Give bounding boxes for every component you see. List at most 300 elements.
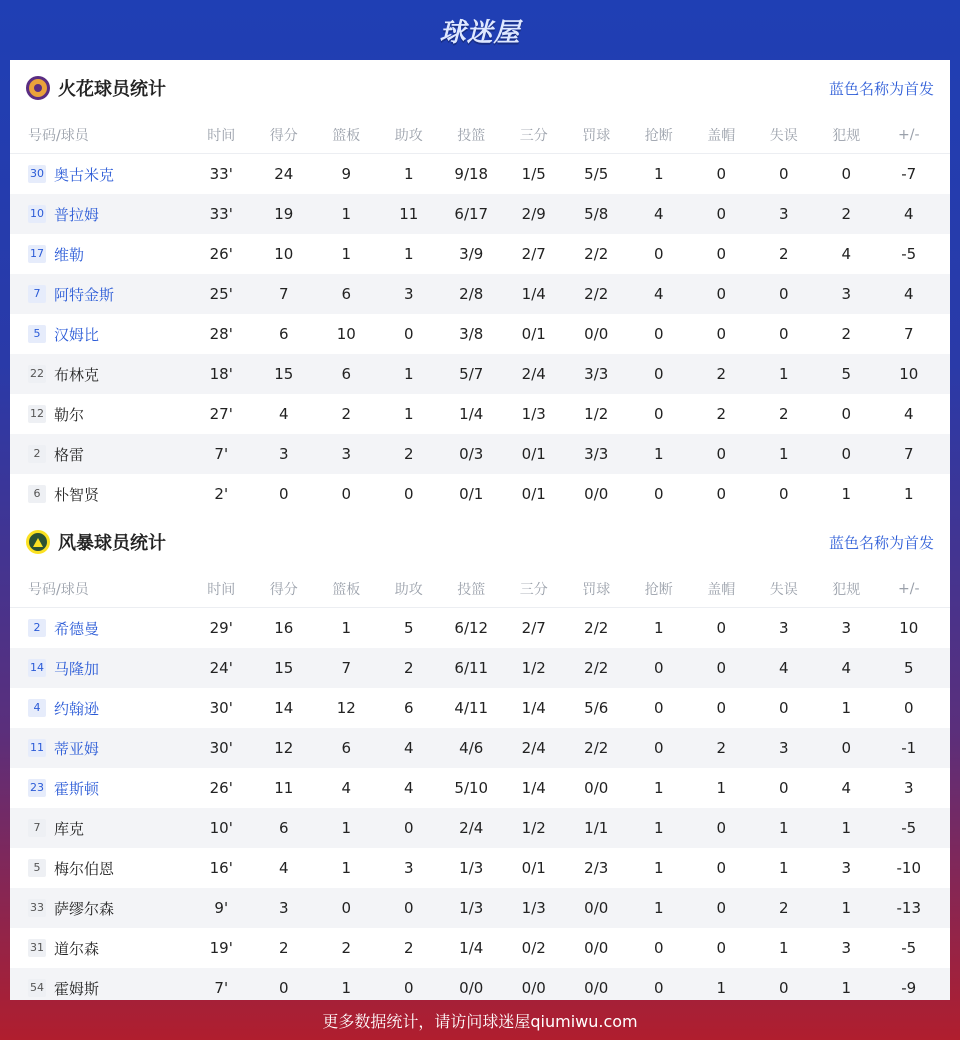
stat-cell: 0 xyxy=(778,325,789,343)
stat-cell: 0 xyxy=(341,485,352,503)
stat-cell: 4 xyxy=(653,285,664,303)
stat-cell: 0 xyxy=(403,899,414,917)
player-name[interactable]: 布林克 xyxy=(54,365,100,384)
stat-cell: 3 xyxy=(778,205,789,223)
stat-cell: 6 xyxy=(341,365,352,383)
player-cell[interactable] xyxy=(10,938,190,959)
stat-cell: 26' xyxy=(209,779,233,797)
stat-cell: 0 xyxy=(653,699,664,717)
stat-cell: 9 xyxy=(341,165,352,183)
stat-cell: 2/2 xyxy=(584,739,609,757)
stat-cell: 2 xyxy=(716,365,727,383)
stat-cell: 0 xyxy=(341,899,352,917)
stat-cell: 3 xyxy=(278,445,289,463)
stat-cell: 1/2 xyxy=(521,659,546,677)
jersey-number: 2 xyxy=(28,619,46,637)
stat-cell: 12 xyxy=(336,699,356,717)
section-title-group xyxy=(26,529,166,555)
stat-cell: 2 xyxy=(778,899,789,917)
stat-cell: 1/4 xyxy=(521,779,546,797)
stat-cell: 2 xyxy=(716,739,727,757)
stat-cell: 29' xyxy=(209,619,233,637)
player-name[interactable]: 库克 xyxy=(54,819,85,838)
player-cell[interactable] xyxy=(10,244,190,265)
table-row xyxy=(10,434,950,474)
section-title: 火花球员统计 xyxy=(58,79,166,100)
stat-cell: 3 xyxy=(778,739,789,757)
stat-cell: 0 xyxy=(653,739,664,757)
table-row xyxy=(10,968,950,1000)
stat-cell: 16' xyxy=(209,859,233,877)
stat-cell: 1 xyxy=(841,899,852,917)
player-cell[interactable] xyxy=(10,204,190,225)
stat-cell: 1/5 xyxy=(521,165,546,183)
stat-cell: 1 xyxy=(341,619,352,637)
stat-cell: 1 xyxy=(403,165,414,183)
table-row xyxy=(10,888,950,928)
stat-cell: -9 xyxy=(901,979,917,997)
stat-cell: 1/4 xyxy=(521,285,546,303)
stat-cell: 0/2 xyxy=(521,939,546,957)
stat-cell: 1 xyxy=(341,245,352,263)
column-header: 投篮 xyxy=(457,581,486,598)
column-header: 犯规 xyxy=(832,581,861,598)
stat-cell: 0/1 xyxy=(521,325,546,343)
stat-cell: 14 xyxy=(274,699,294,717)
stat-cell: 0 xyxy=(278,485,289,503)
player-name[interactable]: 马隆加 xyxy=(54,659,100,678)
footer-banner[interactable]: 更多数据统计，请访问球迷屋qiumiwu.com xyxy=(322,1011,638,1031)
table-row xyxy=(10,848,950,888)
stat-cell: 0 xyxy=(841,445,852,463)
stat-cell: 1 xyxy=(403,405,414,423)
column-header: 得分 xyxy=(269,127,298,144)
jersey-number: 5 xyxy=(28,325,46,343)
stat-cell: 0/0 xyxy=(584,939,609,957)
stat-cell: 0/1 xyxy=(521,485,546,503)
column-header: 犯规 xyxy=(832,127,861,144)
stat-cell: 0/1 xyxy=(459,485,484,503)
stat-cell: 0 xyxy=(716,205,727,223)
stat-cell: 3 xyxy=(841,939,852,957)
player-cell[interactable] xyxy=(10,858,190,879)
jersey-number: 7 xyxy=(28,819,46,837)
team-sections xyxy=(10,60,950,1000)
player-name[interactable]: 格雷 xyxy=(54,445,85,464)
stat-cell: 1 xyxy=(653,445,664,463)
column-header: 篮板 xyxy=(332,581,361,598)
stat-cell: 4 xyxy=(341,779,352,797)
stat-cell: 2/2 xyxy=(584,619,609,637)
stat-cell: 0 xyxy=(653,485,664,503)
stat-cell: 10 xyxy=(899,619,919,637)
stat-cell: 0 xyxy=(903,699,914,717)
player-name[interactable]: 维勒 xyxy=(54,245,85,264)
player-name[interactable]: 勒尔 xyxy=(54,405,85,424)
stat-cell: 6 xyxy=(341,739,352,757)
stat-cell: 3/8 xyxy=(459,325,484,343)
table-row xyxy=(10,688,950,728)
player-name[interactable]: 奥古米克 xyxy=(54,165,115,184)
player-cell[interactable] xyxy=(10,444,190,465)
team-logo-icon xyxy=(26,530,50,554)
stat-cell: 11 xyxy=(274,779,294,797)
player-cell[interactable] xyxy=(10,738,190,759)
stat-cell: 3 xyxy=(403,859,414,877)
player-cell[interactable] xyxy=(10,618,190,639)
stat-cell: 1 xyxy=(778,819,789,837)
stat-cell: 1/3 xyxy=(521,405,546,423)
stat-cell: -5 xyxy=(901,939,917,957)
stat-cell: 0 xyxy=(278,979,289,997)
stat-cell: 0 xyxy=(716,165,727,183)
stat-cell: 2 xyxy=(841,325,852,343)
stat-cell: 30' xyxy=(209,699,233,717)
table-row xyxy=(10,608,950,648)
stat-cell: 1/3 xyxy=(521,899,546,917)
stat-cell: 0 xyxy=(653,245,664,263)
stat-cell: 1 xyxy=(716,979,727,997)
stat-cell: 0 xyxy=(653,365,664,383)
column-header: 三分 xyxy=(519,127,548,144)
stat-cell: 6 xyxy=(278,819,289,837)
jersey-number: 33 xyxy=(28,899,46,917)
stat-cell: 0 xyxy=(653,939,664,957)
stat-cell: 19 xyxy=(274,205,294,223)
stat-cell: 0/0 xyxy=(584,325,609,343)
stat-cell: 2 xyxy=(841,205,852,223)
section-title-group xyxy=(26,75,166,101)
stat-cell: 1 xyxy=(653,819,664,837)
stat-cell: 0 xyxy=(653,405,664,423)
stat-cell: 1 xyxy=(653,899,664,917)
jersey-number: 11 xyxy=(28,739,46,757)
stat-cell: 4 xyxy=(778,659,789,677)
stat-cell: 0/0 xyxy=(584,485,609,503)
stat-cell: 0 xyxy=(778,699,789,717)
stat-cell: 3 xyxy=(903,779,914,797)
team-section xyxy=(10,514,950,1000)
stat-cell: 0 xyxy=(716,285,727,303)
stat-cell: 0 xyxy=(716,899,727,917)
stat-cell: 4 xyxy=(903,205,914,223)
stat-cell: 1 xyxy=(841,979,852,997)
stat-cell: 2 xyxy=(341,939,352,957)
stat-cell: 2 xyxy=(778,245,789,263)
stat-cell: 1/3 xyxy=(459,899,484,917)
jersey-number: 31 xyxy=(28,939,46,957)
stat-cell: 1 xyxy=(653,779,664,797)
stat-cell: 0 xyxy=(716,485,727,503)
column-header: 投篮 xyxy=(457,127,486,144)
table-header xyxy=(10,116,950,154)
stat-cell: 5 xyxy=(403,619,414,637)
player-name[interactable]: 道尔森 xyxy=(54,939,100,958)
column-header: 抢断 xyxy=(644,581,673,598)
stat-cell: 0/0 xyxy=(584,899,609,917)
player-cell[interactable] xyxy=(10,898,190,919)
stat-cell: 3 xyxy=(278,899,289,917)
jersey-number: 5 xyxy=(28,859,46,877)
stat-cell: 1 xyxy=(841,819,852,837)
player-cell[interactable] xyxy=(10,324,190,345)
player-cell[interactable] xyxy=(10,164,190,185)
stat-cell: 0 xyxy=(653,325,664,343)
stat-cell: 3/3 xyxy=(584,365,609,383)
stat-cell: 2 xyxy=(403,659,414,677)
stat-cell: 5/8 xyxy=(584,205,609,223)
table-row xyxy=(10,394,950,434)
stat-cell: 3 xyxy=(341,445,352,463)
stat-cell: -7 xyxy=(901,165,917,183)
stat-cell: 2 xyxy=(403,939,414,957)
player-name[interactable]: 霍斯顿 xyxy=(54,779,100,798)
stat-cell: 1/1 xyxy=(584,819,609,837)
player-name[interactable]: 霍姆斯 xyxy=(54,979,100,998)
stat-cell: 2 xyxy=(778,405,789,423)
table-row xyxy=(10,728,950,768)
jersey-number: 54 xyxy=(28,979,46,997)
column-header: 篮板 xyxy=(332,127,361,144)
player-name[interactable]: 汉姆比 xyxy=(54,325,100,344)
player-name[interactable]: 约翰逊 xyxy=(54,699,100,718)
stat-cell: 4 xyxy=(403,739,414,757)
stat-cell: 2/2 xyxy=(584,659,609,677)
stat-cell: 4 xyxy=(653,205,664,223)
stat-cell: -5 xyxy=(901,819,917,837)
stat-cell: 0 xyxy=(716,939,727,957)
table-row xyxy=(10,154,950,194)
column-header: 号码/球员 xyxy=(28,581,89,598)
stat-cell: 5/5 xyxy=(584,165,609,183)
stat-cell: 4 xyxy=(403,779,414,797)
stat-cell: 3/3 xyxy=(584,445,609,463)
player-name[interactable]: 萨缪尔森 xyxy=(54,899,115,918)
stat-cell: 19' xyxy=(209,939,233,957)
player-name[interactable]: 梅尔伯恩 xyxy=(54,859,115,878)
stat-cell: 1/4 xyxy=(459,405,484,423)
jersey-number: 12 xyxy=(28,405,46,423)
stat-cell: 2 xyxy=(716,405,727,423)
stat-cell: 3 xyxy=(778,619,789,637)
stat-cell: 2/4 xyxy=(521,739,546,757)
stat-cell: 5/6 xyxy=(584,699,609,717)
stat-cell: 10 xyxy=(336,325,356,343)
stat-cell: 0 xyxy=(778,285,789,303)
stat-cell: 2/4 xyxy=(521,365,546,383)
player-cell[interactable] xyxy=(10,404,190,425)
player-cell[interactable] xyxy=(10,484,190,505)
stat-cell: 9/18 xyxy=(454,165,489,183)
stat-cell: 6/11 xyxy=(454,659,489,677)
column-header: +/- xyxy=(898,126,920,143)
stat-cell: 27' xyxy=(209,405,233,423)
stat-cell: 0 xyxy=(403,325,414,343)
section-title: 风暴球员统计 xyxy=(58,533,166,554)
stat-cell: 0 xyxy=(778,979,789,997)
stat-cell: 0 xyxy=(403,819,414,837)
stat-cell: 7 xyxy=(903,325,914,343)
jersey-number: 2 xyxy=(28,445,46,463)
stat-cell: 2 xyxy=(341,405,352,423)
stat-cell: 4/11 xyxy=(454,699,489,717)
stat-cell: 1 xyxy=(341,819,352,837)
stat-cell: 0 xyxy=(841,739,852,757)
stat-cell: 33' xyxy=(209,205,233,223)
stat-cell: 4 xyxy=(841,659,852,677)
stat-cell: 4 xyxy=(903,285,914,303)
stat-cell: 6 xyxy=(341,285,352,303)
stat-cell: 18' xyxy=(209,365,233,383)
player-cell[interactable] xyxy=(10,364,190,385)
stat-cell: 16 xyxy=(274,619,294,637)
stat-cell: 1/3 xyxy=(459,859,484,877)
table-row xyxy=(10,928,950,968)
stat-cell: 10' xyxy=(209,819,233,837)
stat-cell: 0/3 xyxy=(459,445,484,463)
stat-cell: 7' xyxy=(214,445,229,463)
stat-cell: 1 xyxy=(341,205,352,223)
stat-cell: 1 xyxy=(778,365,789,383)
stat-cell: 1 xyxy=(341,859,352,877)
stat-cell: 0 xyxy=(716,445,727,463)
stat-cell: 0/0 xyxy=(521,979,546,997)
stat-cell: 2/2 xyxy=(584,245,609,263)
stat-cell: 0 xyxy=(716,325,727,343)
stat-cell: 0 xyxy=(778,165,789,183)
stat-cell: 24 xyxy=(274,165,294,183)
stat-cell: 0 xyxy=(841,405,852,423)
stat-cell: 10 xyxy=(899,365,919,383)
stat-cell: 5/7 xyxy=(459,365,484,383)
stat-cell: 0 xyxy=(653,659,664,677)
stat-cell: 0 xyxy=(653,979,664,997)
stat-cell: 0 xyxy=(778,779,789,797)
table-header xyxy=(10,570,950,608)
column-header: 盖帽 xyxy=(707,581,736,598)
stat-cell: 6 xyxy=(403,699,414,717)
stat-cell: 2/3 xyxy=(584,859,609,877)
stat-cell: 24' xyxy=(209,659,233,677)
table-row xyxy=(10,808,950,848)
stat-cell: 7' xyxy=(214,979,229,997)
stat-cell: 26' xyxy=(209,245,233,263)
stat-cell: 1 xyxy=(778,939,789,957)
player-name[interactable]: 阿特金斯 xyxy=(54,285,115,304)
stat-cell: 1 xyxy=(841,485,852,503)
player-cell[interactable] xyxy=(10,658,190,679)
stat-cell: -10 xyxy=(896,859,921,877)
stat-cell: 0 xyxy=(716,699,727,717)
stat-cell: 6/17 xyxy=(454,205,489,223)
stat-cell: 1 xyxy=(653,859,664,877)
team-section xyxy=(10,60,950,514)
stat-cell: 0 xyxy=(403,485,414,503)
stat-cell: 6/12 xyxy=(454,619,489,637)
stat-cell: 4 xyxy=(841,245,852,263)
stat-cell: 7 xyxy=(903,445,914,463)
stat-cell: 1 xyxy=(403,245,414,263)
player-cell[interactable] xyxy=(10,978,190,999)
table-row xyxy=(10,234,950,274)
stat-cell: 1/4 xyxy=(521,699,546,717)
column-header: 盖帽 xyxy=(707,127,736,144)
player-cell[interactable] xyxy=(10,778,190,799)
jersey-number: 30 xyxy=(28,165,46,183)
stat-cell: 2/7 xyxy=(521,245,546,263)
jersey-number: 4 xyxy=(28,699,46,717)
stat-cell: 2/9 xyxy=(521,205,546,223)
column-header: 失误 xyxy=(769,127,798,144)
table-row xyxy=(10,648,950,688)
stat-cell: 0 xyxy=(778,485,789,503)
stat-cell: 15 xyxy=(274,365,294,383)
stat-cell: 2/4 xyxy=(459,819,484,837)
stats-card xyxy=(10,60,950,1000)
player-cell[interactable] xyxy=(10,818,190,839)
table-row xyxy=(10,314,950,354)
stat-cell: 0 xyxy=(716,659,727,677)
stat-cell: 0 xyxy=(716,245,727,263)
jersey-number: 23 xyxy=(28,779,46,797)
stat-cell: 1/2 xyxy=(584,405,609,423)
stat-cell: 4 xyxy=(841,779,852,797)
column-header: 得分 xyxy=(269,581,298,598)
starter-hint: 蓝色名称为首发 xyxy=(828,79,934,98)
column-header: 抢断 xyxy=(644,127,673,144)
stat-cell: 3 xyxy=(403,285,414,303)
stat-cell: 1 xyxy=(341,979,352,997)
stat-cell: 0/1 xyxy=(521,445,546,463)
brand-logo: 球迷屋 xyxy=(439,17,521,48)
player-cell[interactable] xyxy=(10,698,190,719)
header-bar xyxy=(0,0,960,60)
column-header: 号码/球员 xyxy=(28,127,89,144)
stat-cell: 2/8 xyxy=(459,285,484,303)
player-name[interactable]: 蒂亚姆 xyxy=(54,739,100,758)
player-name[interactable]: 普拉姆 xyxy=(54,205,100,224)
stat-cell: 11 xyxy=(399,205,419,223)
stat-cell: 10 xyxy=(274,245,294,263)
stat-cell: 0/0 xyxy=(584,779,609,797)
stat-cell: 1/2 xyxy=(521,819,546,837)
jersey-number: 22 xyxy=(28,365,46,383)
stat-cell: 2 xyxy=(403,445,414,463)
table-row xyxy=(10,474,950,514)
stat-cell: 4 xyxy=(278,405,289,423)
stat-cell: 15 xyxy=(274,659,294,677)
stat-cell: 0/0 xyxy=(459,979,484,997)
stat-cell: 4 xyxy=(903,405,914,423)
stat-cell: 0 xyxy=(716,619,727,637)
stat-cell: -13 xyxy=(896,899,921,917)
jersey-number: 6 xyxy=(28,485,46,503)
team-logo-icon xyxy=(26,76,50,100)
stat-cell: 7 xyxy=(341,659,352,677)
player-name[interactable]: 希德曼 xyxy=(54,619,100,638)
player-cell[interactable] xyxy=(10,284,190,305)
stat-cell: -1 xyxy=(901,739,917,757)
stat-cell: 1 xyxy=(653,619,664,637)
stat-cell: 5 xyxy=(903,659,914,677)
player-name[interactable]: 朴智贤 xyxy=(54,485,100,504)
stat-cell: 1 xyxy=(841,699,852,717)
stat-cell: 5 xyxy=(841,365,852,383)
jersey-number: 14 xyxy=(28,659,46,677)
jersey-number: 7 xyxy=(28,285,46,303)
stat-cell: 5/10 xyxy=(454,779,489,797)
table-row xyxy=(10,274,950,314)
